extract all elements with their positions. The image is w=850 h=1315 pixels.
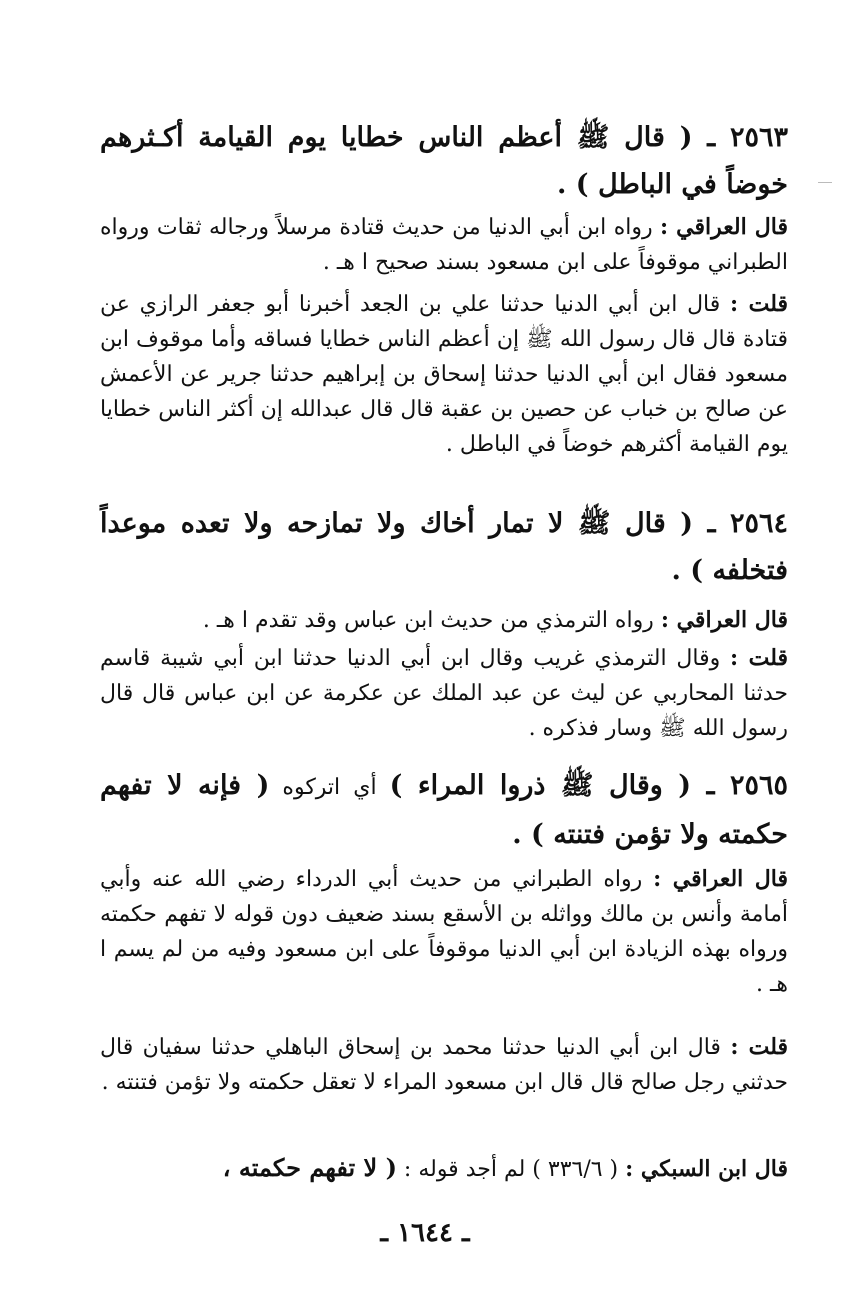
hadith-2564-commentary (100, 641, 788, 746)
hadith-2564-heading: ٢٥٦٤ ـ ( قال ﷺ لا تمار أخاك ولا تمازحه ولا تعده موعداً فتخلفه ) . (100, 508, 788, 586)
heading-part-a: ٢٥٦٥ ـ ( وقال ﷺ ذروا المراء ) (389, 770, 788, 801)
qultu-label: قلت : (730, 291, 788, 317)
hadith-2563-commentary (100, 287, 788, 462)
hadith-2565-heading (100, 762, 788, 858)
page-number: ـ ١٦٤٤ ـ (380, 1218, 470, 1248)
hadith-2564-iraqi (100, 603, 788, 638)
hadith-2565-iraqi (100, 862, 788, 1002)
qultu-label: قلت : (730, 1034, 789, 1060)
hadith-2563-iraqi (100, 210, 788, 280)
qultu-label: قلت : (730, 645, 788, 671)
iraqi-text: رواه الطبراني من حديث أبي الدرداء رضي الله عنه وأبي أمامة وأنس بن مالك وواثله بن الأسقع بسند ضعيف دون قوله لا تفهم حكمته ورواه بهذه الزيادة ابن أبي الدنيا موقوفاً على ابن مسعود وفيه من لم يسم ا هـ . (100, 867, 788, 997)
iraqi-text: رواه ابن أبي الدنيا من حديث قتادة مرسلاً ورجاله ثقات ورواه الطبراني موقوفاً على ابن مسعود بسند صحيح ا هـ . (100, 215, 788, 275)
iraqi-label: قال العراقي : (660, 607, 788, 633)
iraqi-text: رواه الترمذي من حديث ابن عباس وقد تقدم ا هـ . (202, 608, 661, 633)
qultu-text: قال ابن أبي الدنيا حدثنا محمد بن إسحاق الباهلي حدثنا سفيان قال حدثني رجل صالح قال قال ابن مسعود المراء لا تعقل حكمته ولا تؤمن فتنته . (100, 1035, 788, 1095)
subki-quote: ( لا تفهم حكمته ، (222, 1153, 397, 1182)
qultu-text: وقال الترمذي غريب وقال ابن أبي الدنيا حدثنا ابن أبي شيبة قاسم حدثنا المحاربي عن ليث عن عبد الملك عن عكرمة عن ابن عباس قال قال رسول الله ﷺ وسار فذكره . (100, 646, 788, 741)
iraqi-label: قال العراقي : (653, 866, 788, 892)
qultu-text: قال ابن أبي الدنيا حدثنا علي بن الجعد أخبرنا أبو جعفر الرازي عن قتادة قال قال رسول الله ﷺ إن أعظم الناس خطايا فساقه وأما موقوف ابن مسعود فقال ابن أبي الدنيا حدثنا إسحاق بن إبراهيم حدثنا جرير عن الأعمش عن صالح بن خباب عن حصين بن عقبة قال قال عبدالله إن أكثر الناس خطايا يوم القيامة أكثرهم خوضاً في الباطل . (100, 292, 788, 457)
subki-text: ( ٣٣٦/٦ ) لم أجد قوله : (396, 1157, 626, 1182)
margin-mark (818, 182, 832, 183)
heading-gloss: أي اتركوه (269, 775, 390, 800)
subki-label: قال ابن السبكي : (625, 1156, 788, 1182)
heading-part-b: ( فإنه لا تفهم حكمته ولا تؤمن فتنته ) . (100, 770, 788, 850)
hadith-2563-heading: ٢٥٦٣ ـ ( قال ﷺ أعظم الناس خطايا يوم القيامة أكـثرهم خوضاً في الباطل ) . (100, 122, 788, 200)
hadith-2565-commentary (100, 1030, 788, 1100)
subki-line (100, 1150, 788, 1187)
iraqi-label: قال العراقي : (659, 214, 788, 240)
